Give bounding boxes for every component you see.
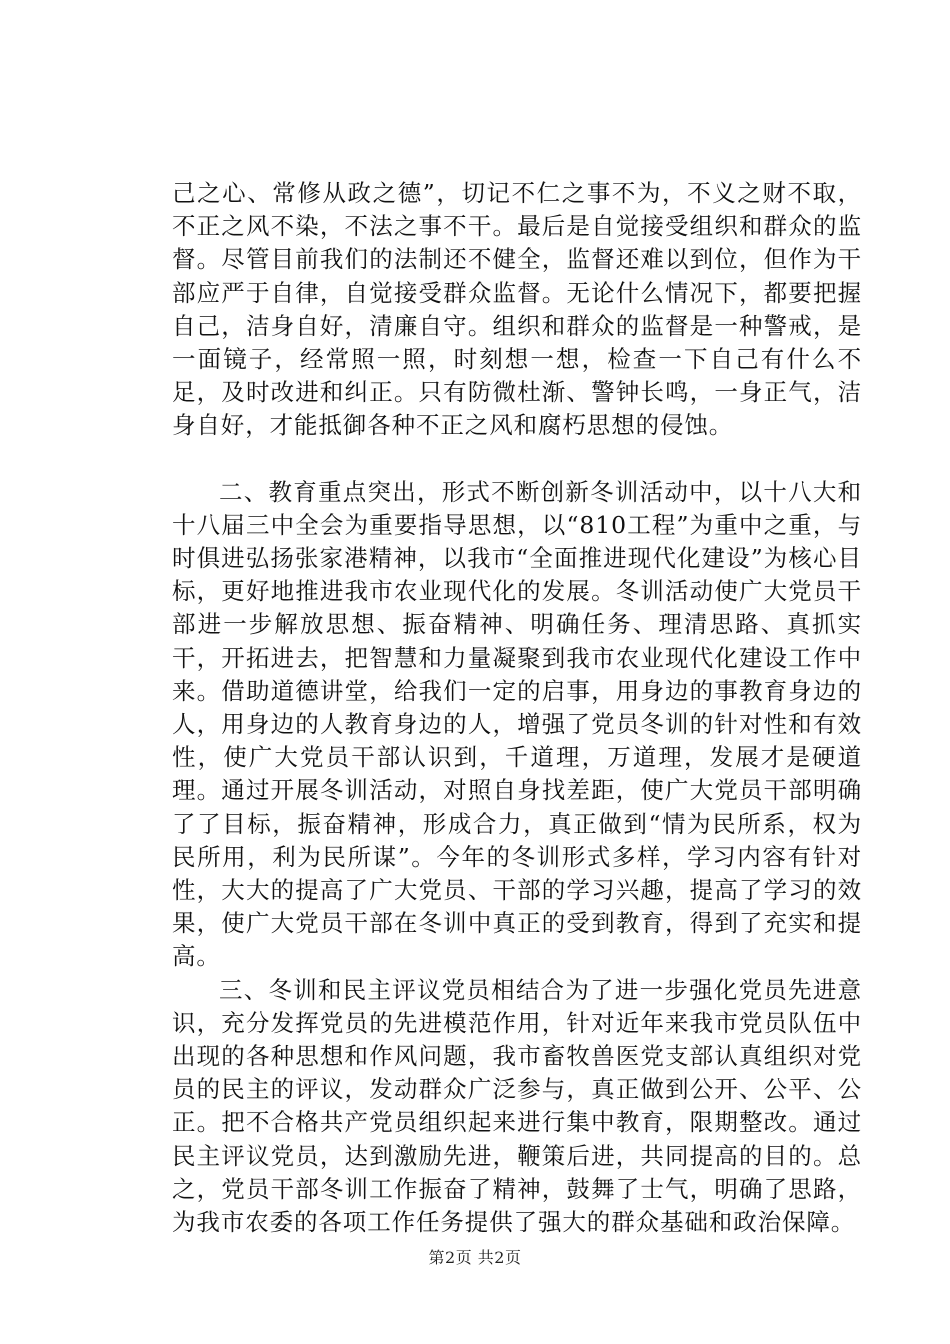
page-number-footer: 第2页 共2页 [428,1248,522,1267]
paragraph-section-three: 三、冬训和民主评议党员相结合为了进一步强化党员先进意识，充分发挥党员的先进模范作用，针对近年来我市党员队伍中出现的各种思想和作风问题，我市畜牧兽医党支部认真组织对党员的民主的评议，发动群众广泛参与，真正做到公开、公平、公正。把不合格共产党员组织起来进行集中教育，限期整改。通过民主评议党员，达到激励先进，鞭策后进，共同提高的目的。总之，党员干部冬训工作振奋了精神，鼓舞了士气，明确了思路，为我市农委的各项工作任务提供了强大的群众基础和政治保障。 [172,975,862,1237]
body-text [172,177,862,1239]
paragraph-section-two: 二、教育重点突出，形式不断创新冬训活动中，以十八大和十八届三中全会为重要指导思想，以“810工程”为重中之重，与时俱进弘扬张家港精神，以我市“全面推进现代化建设”为核心目标，更好地推进我市农业现代化的发展。冬训活动使广大党员干部进一步解放思想、振奋精神、明确任务、理清思路、真抓实干，开拓进去，把智慧和力量凝聚到我市农业现代化建设工作中来。借助道德讲堂，给我们一定的启事，用身边的事教育身边的人，用身边的人教育身边的人，增强了党员冬训的针对性和有效性，使广大党员干部认识到，千道理，万道理，发展才是硬道理。通过开展冬训活动，对照自身找差距，使广大党员干部明确了了目标，振奋精神，形成合力，真正做到“情为民所系，权为民所用，利为民所谋”。今年的冬训形式多样，学习内容有针对性，大大的提高了广大党员、干部的学习兴趣，提高了学习的效果，使广大党员干部在冬训中真正的受到教育，得到了充实和提高。 [172,477,862,971]
paragraph-continuation: 己之心、常修从政之德”，切记不仁之事不为，不义之财不取，不正之风不染，不法之事不干。最后是自觉接受组织和群众的监督。尽管目前我们的法制还不健全，监督还难以到位，但作为干部应严于自律，自觉接受群众监督。无论什么情况下，都要把握自己，洁身自好，清廉自守。组织和群众的监督是一种警戒，是一面镜子，经常照一照，时刻想一想，检查一下自己有什么不足，及时改进和纠正。只有防微杜渐、警钟长鸣，一身正气，洁身自好，才能抵御各种不正之风和腐朽思想的侵蚀。 [172,179,862,440]
